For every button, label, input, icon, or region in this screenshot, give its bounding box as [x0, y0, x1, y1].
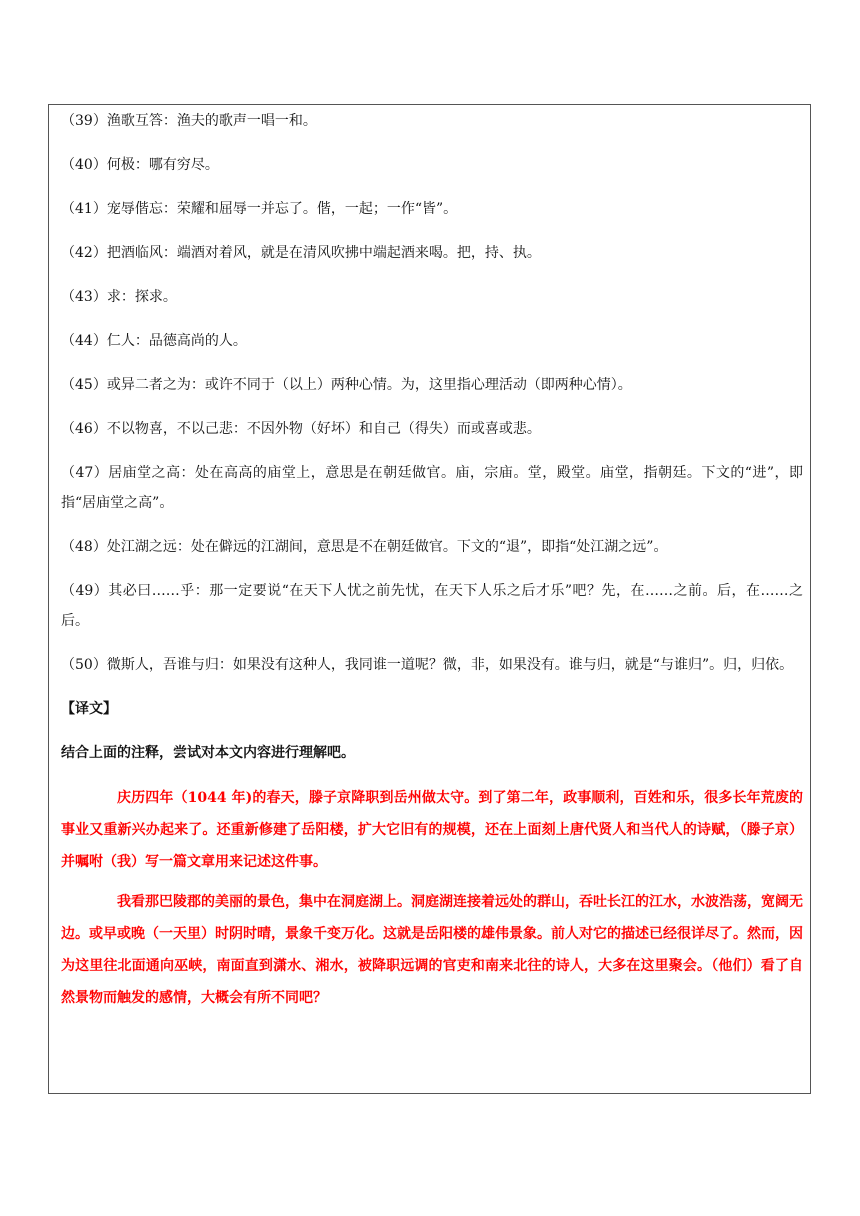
- translation-paragraph-2: 我看那巴陵郡的美丽的景色，集中在洞庭湖上。洞庭湖连接着远处的群山，吞吐长江的江水，水波浩荡，宽阔无边。或早或晚（一天里）时阴时晴，景象千变万化。这就是岳阳楼的雄伟景象。前人对它的描述已经很详尽了。然而，因为这里往北面通向巫峡，南面直到潇水、湘水，被降职远调的官吏和南来北往的诗人，大多在这里聚会。（他们）看了自然景物而触发的感情，大概会有所不同吧？: [61, 894, 803, 1006]
- instruction-text: 结合上面的注释，尝试对本文内容进行理解吧。: [61, 745, 355, 761]
- note-49: （49）其必曰……乎：那一定要说“在天下人忧之前先忧，在天下人乐之后才乐”吧？先，在……之前。后，在……之后。: [61, 583, 803, 629]
- note-45: （45）或异二者之为：或许不同于（以上）两种心情。为，这里指心理活动（即两种心情）。: [61, 377, 632, 393]
- note-44: （44）仁人：品德高尚的人。: [61, 333, 247, 349]
- note-39: （39）渔歌互答：渔夫的歌声一唱一和。: [61, 113, 317, 129]
- translation-paragraph-1: 庆历四年（1044 年)的春天，滕子京降职到岳州做太守。到了第二年，政事顺利，百姓和乐，很多长年荒废的事业又重新兴办起来了。还重新修建了岳阳楼，扩大它旧有的规模，还在上面刻上唐代贤人和当代人的诗赋，（滕子京）并嘱咐（我）写一篇文章用来记述这件事。: [61, 790, 803, 870]
- note-41: （41）宠辱偕忘：荣耀和屈辱一并忘了。偕，一起；一作“皆”。: [61, 201, 458, 217]
- note-46: （46）不以物喜，不以己悲：不因外物（好坏）和自己（得失）而或喜或悲。: [61, 421, 541, 437]
- note-48: （48）处江湖之远：处在僻远的江湖间，意思是不在朝廷做官。下文的“退”，即指“处江湖之远”。: [61, 539, 668, 555]
- note-43: （43）求：探求。: [61, 289, 177, 305]
- note-42: （42）把酒临风：端酒对着风，就是在清风吹拂中端起酒来喝。把，持、执。: [61, 245, 541, 261]
- section-title-translation: 【译文】: [61, 701, 117, 717]
- document-content: [61, 106, 803, 1022]
- note-50: （50）微斯人，吾谁与归：如果没有这种人，我同谁一道呢？微，非，如果没有。谁与归，就是“与谁归”。归，归依。: [61, 657, 794, 673]
- note-47: （47）居庙堂之高：处在高高的庙堂上，意思是在朝廷做官。庙，宗庙。堂，殿堂。庙堂，指朝廷。下文的“进”，即指“居庙堂之高”。: [61, 465, 803, 511]
- note-40: （40）何极：哪有穷尽。: [61, 157, 219, 173]
